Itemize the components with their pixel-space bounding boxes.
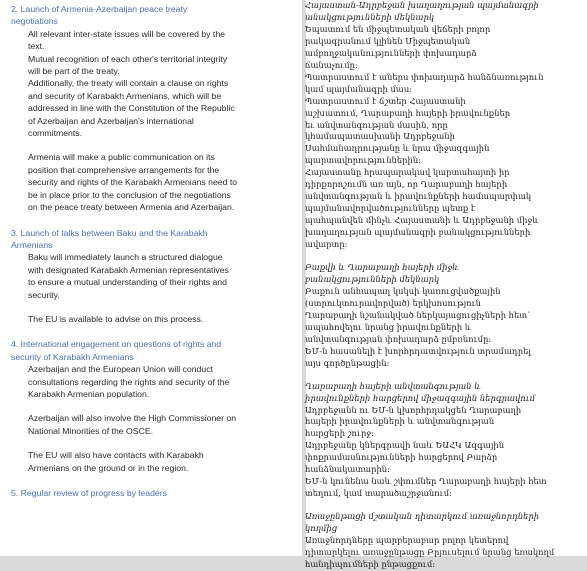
armenian-paragraph-line: րակագրանում կլինեն Միջպետական xyxy=(305,35,471,46)
armenian-paragraph xyxy=(305,167,587,251)
armenian-paragraph-line: Բաքուն անհապաղ կսկսի կառուցվածքային xyxy=(305,285,501,296)
paragraph-line: commitments. xyxy=(28,128,83,139)
armenian-paragraph-line: կամ պայմանագրի մաս։ xyxy=(305,83,413,94)
armenian-paragraph-line: խաղաղության պայմանագրի բանակցությունների xyxy=(305,227,531,238)
paragraph xyxy=(6,53,296,78)
armenian-paragraph-line: ամբողջականությունների փոխադարձ xyxy=(305,47,477,58)
armenian-paragraph-line: Սահմանադրությանը և նրա միջազգային xyxy=(305,143,490,154)
armenian-paragraph-line: պարտավորություններին։ xyxy=(305,155,422,166)
armenian-paragraph-line: ապահովելու նրանց իրավունքների և xyxy=(305,321,472,332)
armenian-heading-line: Բաքվի և Ղարաբաղի հայերի միջև xyxy=(305,262,459,273)
armenian-column xyxy=(305,0,587,569)
paragraph xyxy=(6,151,296,213)
paragraph-line: consultations regarding the rights and security of the xyxy=(28,376,230,387)
paragraph-line: text. xyxy=(28,41,45,52)
paragraph-line: The EU is available to advise on this process. xyxy=(28,313,204,324)
paragraph-line: Azerbaijan will also involve the High Commissioner on xyxy=(28,413,237,424)
paragraph-line: Additionally, the treaty will contain a clause on rights xyxy=(28,78,229,89)
armenian-heading-line: Հայաստան-Ադրբեջան խաղաղության պայմանագրի xyxy=(305,0,539,10)
paragraph xyxy=(6,449,296,474)
heading-line: Armenians xyxy=(11,239,53,250)
armenian-paragraph-line: հայերի իրավունքների և անվտանգության xyxy=(305,416,495,427)
section-heading xyxy=(6,3,296,28)
armenian-paragraph-line: ԵՄ-ն կունենա նաև շփումներ Ղարաբաղի հայերի հետ xyxy=(305,476,547,487)
armenian-heading-line: կողմից xyxy=(305,523,338,534)
armenian-paragraph xyxy=(305,286,587,370)
armenian-text xyxy=(297,0,587,571)
heading-line: 5. Regular review of progress by leaders xyxy=(11,488,167,498)
section-heading xyxy=(6,487,296,499)
paragraph xyxy=(6,412,296,437)
paragraph-line: on the peace treaty between Armenia and Azerbaijan. xyxy=(28,202,235,213)
paragraph-line: and security of Karabakh Armenians, which will be xyxy=(28,90,222,101)
armenian-paragraph-line: պայմանավորվածությունները պետք է xyxy=(305,203,476,214)
paragraph-line: of Azerbaijan and Azerbaijan's international xyxy=(28,115,194,126)
armenian-paragraph-line: տեղում, կամ տարածաշրջանում։ xyxy=(305,488,452,499)
paragraph-line: All relevant inter-state issues will be covered by the xyxy=(28,28,226,39)
armenian-paragraph-line: Պատրաստում է աներս փոխադարձ հանձնառություն xyxy=(305,71,544,82)
armenian-paragraph xyxy=(305,535,587,571)
armenian-paragraph-line: Եպատում են միջպետական վեճերի բոլոր xyxy=(305,23,491,34)
paragraph-line: be in place prior to the conclusion of the negotiations xyxy=(28,189,231,200)
armenian-paragraph xyxy=(305,405,587,501)
armenian-paragraph-line: (ստրուկտուրավորված) երկխոսություն xyxy=(305,297,481,308)
armenian-paragraph-line: Ղարաբաղի նշանակված ներկայացուցիչների հետ՝ xyxy=(305,309,531,320)
paragraph-line: with designated Karabakh Armenian representatives xyxy=(28,264,229,275)
armenian-paragraph-line: Պատրաստում է ճշտեր Հայաստանի xyxy=(305,95,466,106)
paragraph-line: security. xyxy=(28,289,60,300)
paragraph-line: addressed in line with the Constitution of the Republic xyxy=(28,103,235,114)
english-text xyxy=(0,0,302,499)
paragraph-line: security and rights of the Karabakh Armenians need to xyxy=(28,177,238,188)
armenian-paragraph-line: ԵՄ-ն հասանելի է խորհրդատվություն տրամադրել xyxy=(305,345,531,356)
armenian-paragraph-line: դիրքորոշումն առ այն, որ Ղարաբաղի հայերի xyxy=(305,179,508,190)
heading-line: security of Karabakh Armenians xyxy=(11,351,134,362)
armenian-paragraph-line: հարցերի շուրջ։ xyxy=(305,428,374,439)
armenian-paragraph-line: Ադրբեջանը կներգրավի նաև ԵԱՀԿ Ազգային xyxy=(305,440,505,451)
armenian-paragraph-line: փոքրամասնությունների հարցերով Բարձր xyxy=(305,452,498,463)
paragraph-line: Armenians on the ground or in the region. xyxy=(28,462,189,473)
paragraph-line: Mutual recognition of each other's territorial integrity xyxy=(28,53,228,64)
armenian-heading-line: բանակցությունների մեկնարկ xyxy=(305,273,440,284)
paragraph-line: National Minorities of the OSCE. xyxy=(28,425,154,436)
armenian-paragraph-line: հանդիպումների ընթացքում։ xyxy=(305,558,436,569)
armenian-paragraph-line: այս գործընթացին։ xyxy=(305,357,390,368)
armenian-paragraph-line: անվտանգության փոխադարձ ըմբռնումը։ xyxy=(305,333,492,344)
armenian-paragraph xyxy=(305,72,587,168)
paragraph-line: The EU will also have contacts with Karabakh xyxy=(28,450,204,461)
paragraph-line: to ensure a mutual understanding of their rights and xyxy=(28,277,227,288)
paragraph-line: Armenia will make a public communication on its xyxy=(28,152,215,163)
paragraph xyxy=(6,313,296,325)
armenian-paragraph-line: ճանաչումը։ xyxy=(305,59,358,70)
armenian-paragraph-line: հանձնակատարին։ xyxy=(305,464,390,475)
paragraph xyxy=(6,77,296,139)
paragraph-line: Karabakh Armenian population. xyxy=(28,388,150,399)
armenian-paragraph-line: ավարտը։ xyxy=(305,239,348,250)
paragraph xyxy=(6,363,296,400)
section xyxy=(6,227,296,326)
section xyxy=(6,487,296,499)
armenian-paragraph-line: անվտանգության և իրավունքների համապարփակ xyxy=(305,191,532,202)
armenian-paragraph-line: Ադրբեջանն ու ԵՄ-ն կխորհրդակցեն Ղարաբաղի xyxy=(305,404,522,415)
armenian-paragraph-line: պահպանվեն մինչև Հայաստանի և Ադրբեջանի միջև xyxy=(305,215,539,226)
section xyxy=(6,338,296,474)
heading-line: 4. International engagement on questions of rights and xyxy=(11,339,222,350)
armenian-heading xyxy=(305,0,587,24)
armenian-paragraph-line: եւ անվտանգության մասին, որը xyxy=(305,119,448,130)
section xyxy=(6,3,296,214)
armenian-paragraph-line: Հայաստանը հրապարակավ կարտահայտի իր xyxy=(305,167,510,178)
armenian-paragraph-line: Առաջնորդները պարբերաբար բոլոր կետերով xyxy=(305,535,509,546)
armenian-heading-line: անակցությունների մեկնարկ xyxy=(305,11,435,22)
armenian-heading xyxy=(305,511,587,535)
armenian-heading-line: Առաջընթացի մշտական դիտարկում առաջնորդների xyxy=(305,511,540,522)
armenian-paragraph-line: դիտարկելու առաջընթացը Բրյուսելում նրանց եռակողմ xyxy=(305,546,555,557)
armenian-paragraph-line: կհամապատասխանի Ադրբեջանի xyxy=(305,131,455,142)
armenian-heading-line: իրավունքների հարցերով միջազգային ներգրավում xyxy=(305,392,536,403)
armenian-heading xyxy=(305,262,587,286)
paragraph-line: will be part of the treaty. xyxy=(28,66,120,77)
paragraph-line: position that comprehensive arrangements for the xyxy=(28,164,220,175)
paragraph-line: Baku will immediately launch a structured dialogue xyxy=(28,252,223,263)
armenian-heading-line: Ղարաբաղի հայերի անվտանգության և xyxy=(305,380,481,391)
paragraph xyxy=(6,28,296,53)
section-heading xyxy=(6,227,296,252)
armenian-paragraph-line: աշխատում, Ղարաբաղի հայերի իրավունքներ xyxy=(305,107,511,118)
armenian-heading xyxy=(305,381,587,405)
armenian-paragraph xyxy=(305,24,587,72)
section-heading xyxy=(6,338,296,363)
heading-line: negotiations xyxy=(11,16,58,27)
heading-line: 3. Launch of talks between Baku and the Karabakh xyxy=(11,227,208,238)
paragraph xyxy=(6,251,296,301)
heading-line: 2. Launch of Armenia-Azerbaijan peace treaty xyxy=(11,4,188,14)
paragraph-line: Azerbaijan and the European Union will conduct xyxy=(28,364,213,375)
